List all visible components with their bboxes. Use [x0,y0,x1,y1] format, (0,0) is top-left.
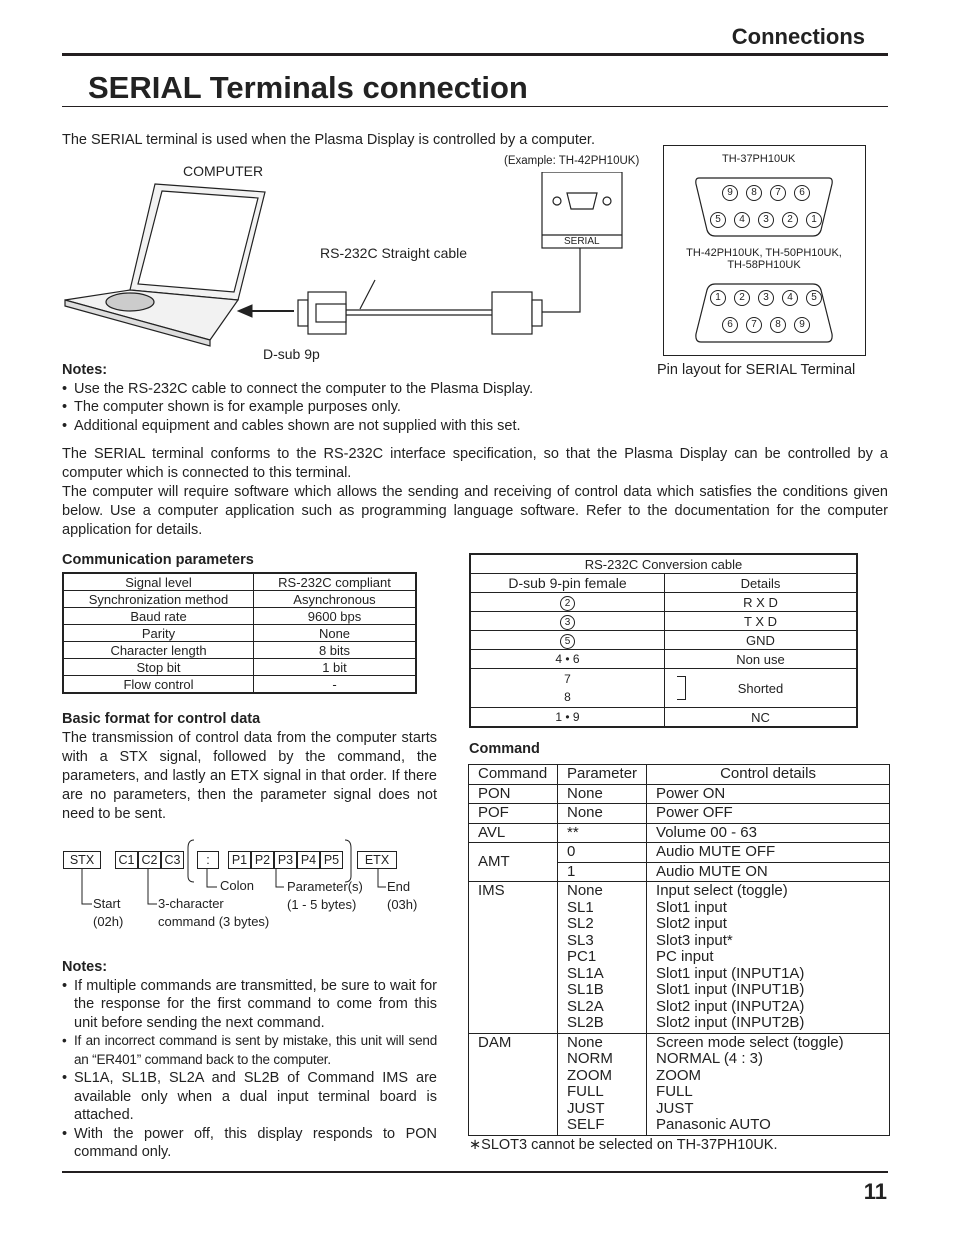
laptop-illustration [65,184,265,346]
cmd-code: PON [469,784,558,804]
table-row [470,574,857,593]
table-row [469,1033,890,1135]
cmd-param: 1 [558,862,647,882]
parameter-label: Parameter(s) (1 - 5 bytes) [287,879,363,912]
table-row [470,593,857,612]
param-value: - [254,676,417,694]
end-label: End (03h) [387,879,418,912]
cable [346,280,492,315]
param-name: Character length [63,642,254,659]
cmd-param: ** [558,823,647,843]
pin: 2 [734,290,750,306]
cmd-detail: Audio MUTE OFF [647,843,890,863]
pin: 6 [794,185,810,201]
dsub-label: D-sub 9p [263,346,320,362]
basic-format-title: Basic format for control data [62,711,261,727]
pin: 7 [770,185,786,201]
pin-caption: Pin layout for SERIAL Terminal [657,362,856,378]
table-row [470,631,857,650]
example-label: (Example: TH-42PH10UK) [504,155,640,167]
command-table [468,764,890,1136]
seq-p5: P5 [320,851,343,869]
table-row [469,843,890,863]
table-row [63,591,416,608]
page-number: 11 [863,1179,887,1204]
table-row [469,784,890,804]
cmd-code: DAM [469,1033,558,1135]
pin: 9 [722,185,738,201]
cmd-detail: Input select (toggle) Slot1 input Slot2 input Slot3 input* PC input Slot1 input (INPUT1A) Slot1 input (INPUT1B) Slot2 input (INPUT2A) Slot2 input (INPUT2B) [647,882,890,1034]
conv-detail: R X D [665,593,858,612]
title-underline [62,106,888,107]
pin: 7 [746,317,762,333]
notes-section-2 [62,958,437,1162]
pin-pair: 4 • 6 [470,650,665,669]
colon-label: Colon [220,878,254,893]
param-name: Stop bit [63,659,254,676]
param-value: 1 bit [254,659,417,676]
seq-p2: P2 [251,851,274,869]
serial-port-label: SERIAL [564,236,600,247]
header-command: Command [469,765,558,785]
pin-number: 3 [560,615,575,630]
param-value: Asynchronous [254,591,417,608]
cmd-param: None NORM ZOOM FULL JUST SELF [558,1033,647,1135]
conv-detail: Non use [665,650,858,669]
table-row [469,804,890,824]
dsub-connector-right [492,292,542,334]
cmd-param: None [558,784,647,804]
table-row [470,554,857,574]
note-item: • Use the RS-232C cable to connect the computer to the Plasma Display. [62,380,662,399]
param-value: None [254,625,417,642]
cmd-param: None [558,804,647,824]
seq-colon: : [197,851,219,869]
pin: 2 [782,212,798,228]
conv-title: RS-232C Conversion cable [470,554,857,574]
pin-row-2b [718,317,814,333]
pin-model-1: TH-37PH10UK [722,153,796,165]
section-title: Connections [731,24,865,49]
param-name: Signal level [63,573,254,591]
note-item: • If multiple commands are transmitted, be sure to wait for the response for the first command to come from this unit before sending the next command. [62,977,437,1033]
param-name: Baud rate [63,608,254,625]
cable-label: RS-232C Straight cable [320,245,468,261]
param-name: Parity [63,625,254,642]
pin-number: 2 [560,596,575,611]
conv-detail: NC [665,708,858,728]
notes-title: Notes: [62,959,108,975]
seq-c1: C1 [115,851,138,869]
header-top-rule [62,53,888,56]
conversion-cable-table [469,553,858,728]
table-row [469,882,890,1034]
cmd-param: None SL1 SL2 SL3 PC1 SL1A SL1B SL2A SL2B [558,882,647,1034]
cmd-detail: Volume 00 - 63 [647,823,890,843]
seq-p4: P4 [297,851,320,869]
pin: 1 [806,212,822,228]
pin: 5 [710,212,726,228]
pin-connector-1 [693,172,835,240]
table-row [63,608,416,625]
cmd-code: IMS [469,882,558,1034]
note-item: • If an incorrect command is sent by mistake, this unit will send an “ER401” command back to the computer. [62,1032,437,1069]
basic-format-text: The transmission of control data from the computer starts with a STX signal, followed by the command, the parameters, and lastly an ETX signal in that order. If there are no parameters, then the parameter signal does not need to be sent. [62,730,437,822]
pin: 9 [794,317,810,333]
cmd-code: AMT [469,843,558,882]
param-value: 9600 bps [254,608,417,625]
cmd-detail: Power ON [647,784,890,804]
seq-c3: C3 [161,851,184,869]
pin-row-2a [706,290,826,306]
pin: 5 [806,290,822,306]
command-footnote: ∗SLOT3 cannot be selected on TH-37PH10UK. [469,1137,778,1153]
pin-row-1b [706,212,826,228]
page-title: SERIAL Terminals connection [88,70,528,105]
cmd-code: POF [469,804,558,824]
notes-section-1 [62,361,662,435]
port-cable [542,248,580,312]
connection-diagram [60,172,660,352]
conv-col1: D-sub 9-pin female [470,574,665,593]
dsub-connector-left [298,292,346,334]
cmd-param: 0 [558,843,647,863]
cmd-detail: Power OFF [647,804,890,824]
pin-number: 5 [560,634,575,649]
param-value: 8 bits [254,642,417,659]
command-title: Command [469,741,540,757]
conv-detail: GND [665,631,858,650]
header-details: Control details [647,765,890,785]
pin: 8 [770,317,786,333]
cmd-detail: Audio MUTE ON [647,862,890,882]
computer-label: COMPUTER [183,163,264,179]
table-row [470,669,857,708]
comm-params-table [62,572,417,694]
note-item: • With the power off, this display responds to PON command only. [62,1125,437,1162]
cmd-detail: Screen mode select (toggle) NORMAL (4 : 3) ZOOM FULL JUST Panasonic AUTO [647,1033,890,1135]
start-label: Start (02h) [93,896,124,929]
table-row [470,612,857,631]
intro-text: The SERIAL terminal is used when the Plasma Display is controlled by a computer. [62,132,595,148]
pin: 3 [758,290,774,306]
shorted-bracket-icon [677,676,686,700]
conv-detail: Shorted [737,680,784,696]
seq-stx: STX [63,851,101,869]
note-item: • Additional equipment and cables shown are not supplied with this set. [62,417,662,436]
paragraph-software: The computer will require software which allows the sending and receiving of control data which satisfies the conditions given below. Use a computer application such as programming language software. Refer to the documentation for the computer application for details. [62,484,888,538]
seq-c2: C2 [138,851,161,869]
param-name: Flow control [63,676,254,694]
param-name: Synchronization method [63,591,254,608]
table-row [470,650,857,669]
seq-p3: P3 [274,851,297,869]
pin: 6 [722,317,738,333]
footer-rule [62,1171,888,1173]
pin-pair: 1 • 9 [470,708,665,728]
pin-row-1a [718,185,814,201]
arrow-icon [238,305,294,317]
cmd-code: AVL [469,823,558,843]
header-parameter: Parameter [558,765,647,785]
command-label: 3-character command (3 bytes) [158,896,270,929]
table-row [469,765,890,785]
seq-etx: ETX [357,851,397,869]
paragraph-rs232c: The SERIAL terminal conforms to the RS-232C interface specification, so that the Plasma Display can be controlled by a computer which is connected to this terminal. [62,446,888,481]
table-row [469,823,890,843]
conv-detail: T X D [665,612,858,631]
table-row [63,625,416,642]
comm-params-title: Communication parameters [62,552,254,568]
pin: 3 [758,212,774,228]
pin-model-2: TH-42PH10UK, TH-50PH10UK, TH-58PH10UK [686,247,842,271]
pin-pair: 7 8 [470,669,665,708]
table-row [63,642,416,659]
pin: 1 [710,290,726,306]
note-item: • SL1A, SL1B, SL2A and SL2B of Command IMS are available only when a dual input terminal board is attached. [62,1069,437,1125]
pin: 4 [782,290,798,306]
pin: 4 [734,212,750,228]
pin: 8 [746,185,762,201]
param-value: RS-232C compliant [254,573,417,591]
table-row [63,659,416,676]
table-row [63,676,416,694]
conv-col2: Details [665,574,858,593]
note-item: • The computer shown is for example purposes only. [62,398,662,417]
table-row [470,708,857,728]
seq-p1: P1 [228,851,251,869]
notes-title: Notes: [62,362,108,378]
table-row [63,573,416,591]
